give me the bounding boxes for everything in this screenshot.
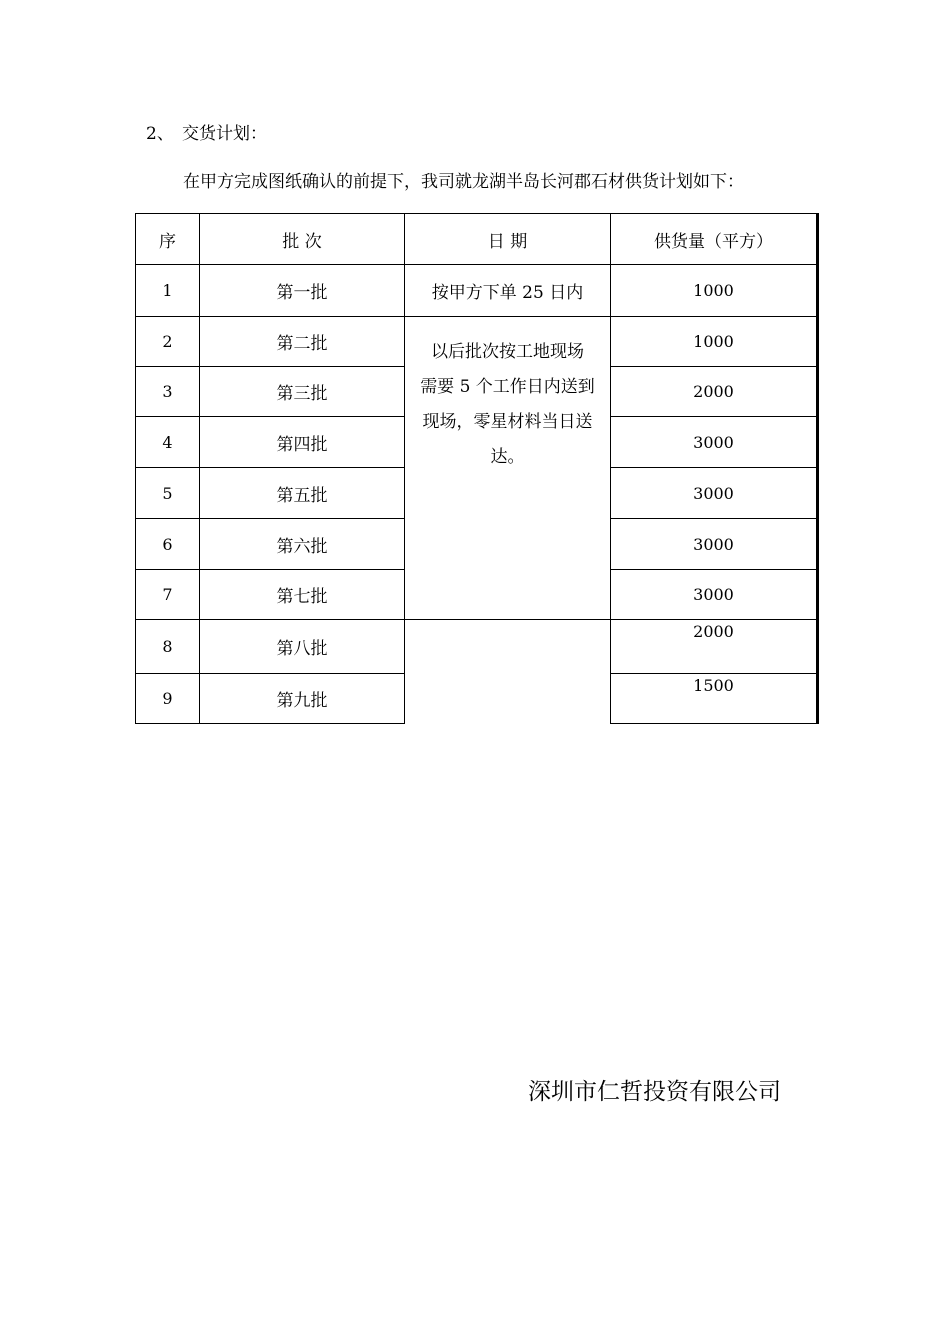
table-cell-seq: 3 xyxy=(135,366,200,417)
table-cell-batch: 第九批 xyxy=(199,673,405,724)
table-cell-seq: 6 xyxy=(135,518,200,570)
header-batch: 批 次 xyxy=(199,213,405,265)
table-cell-batch: 第七批 xyxy=(199,569,405,620)
section-title: 交货计划： xyxy=(182,124,267,144)
table-cell-batch: 第八批 xyxy=(199,619,405,674)
table-cell-batch: 第二批 xyxy=(199,316,405,367)
table-cell-seq: 2 xyxy=(135,316,200,367)
table-cell-qty: 3000 xyxy=(610,467,817,519)
header-qty: 供货量（平方） xyxy=(610,213,817,265)
table-cell-batch: 第五批 xyxy=(199,467,405,519)
table-cell-qty: 1500 xyxy=(610,673,817,724)
table-cell-seq: 5 xyxy=(135,467,200,519)
table-right-border xyxy=(817,213,819,724)
table-cell-seq: 4 xyxy=(135,416,200,468)
table-cell-date-first: 按甲方下单 25 日内 xyxy=(404,264,611,317)
table-cell-seq: 8 xyxy=(135,619,200,674)
table-cell-seq: 1 xyxy=(135,264,200,317)
company-name: 深圳市仁哲投资有限公司 xyxy=(528,1079,781,1105)
table-cell-qty: 2000 xyxy=(610,619,817,674)
table-cell-qty: 2000 xyxy=(610,366,817,417)
table-cell-qty: 1000 xyxy=(610,316,817,367)
table-cell-batch: 第六批 xyxy=(199,518,405,570)
table-cell-batch: 第三批 xyxy=(199,366,405,417)
header-date: 日 期 xyxy=(404,213,611,265)
intro-paragraph: 在甲方完成图纸确认的前提下，我司就龙湖半岛长河郡石材供货计划如下： xyxy=(183,172,744,192)
table-cell-qty: 1000 xyxy=(610,264,817,317)
table-cell-qty: 3000 xyxy=(610,569,817,620)
header-seq: 序 xyxy=(135,213,200,265)
table-cell-date-later: 以后批次按工地现场 需要 5 个工作日内送到 现场，零星材料当日送 达。 xyxy=(404,316,611,620)
table-cell-batch: 第一批 xyxy=(199,264,405,317)
table-cell-seq: 9 xyxy=(135,673,200,724)
table-cell-qty: 3000 xyxy=(610,416,817,468)
table-cell-qty: 3000 xyxy=(610,518,817,570)
table-cell-seq: 7 xyxy=(135,569,200,620)
table-cell-batch: 第四批 xyxy=(199,416,405,468)
section-number: 2、 xyxy=(146,124,174,144)
